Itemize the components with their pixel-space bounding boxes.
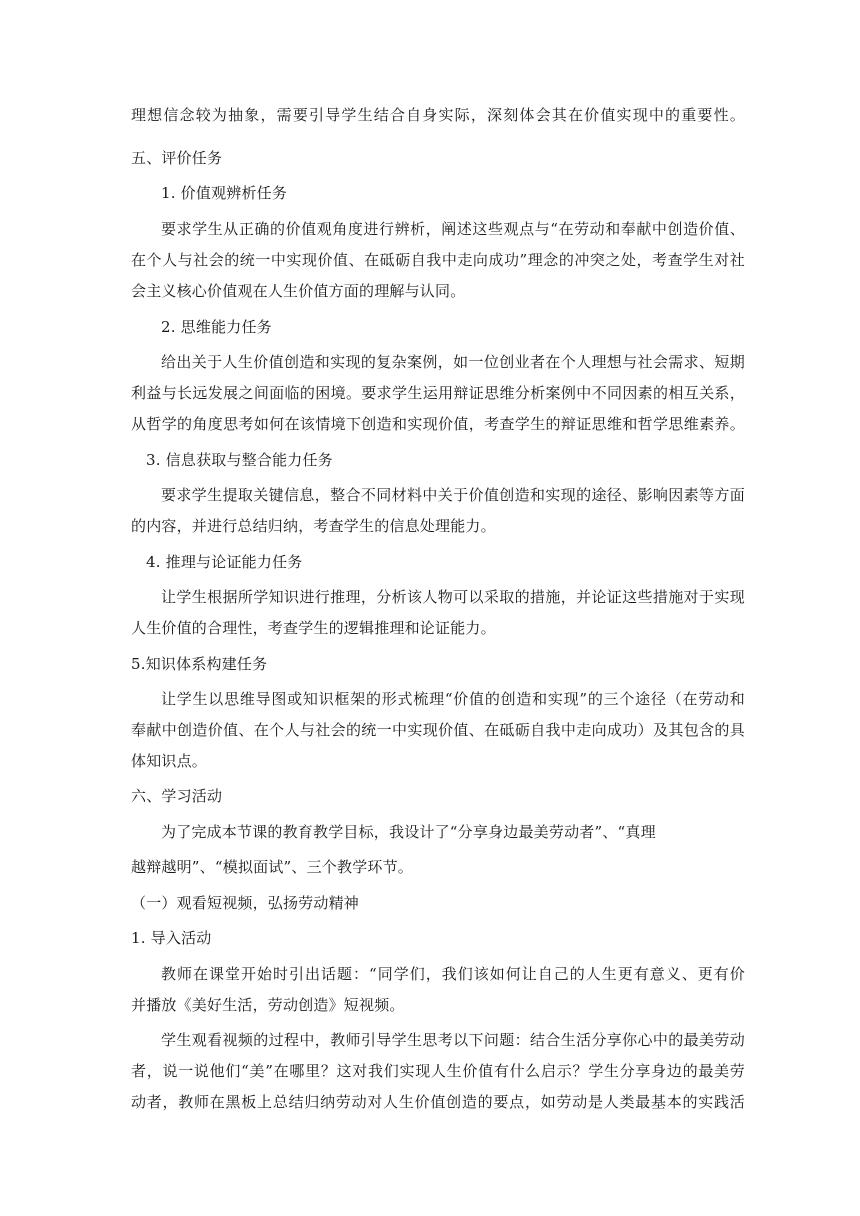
subsection-heading: 2. 思维能力任务 xyxy=(161,318,272,336)
section-heading: 六、学习活动 xyxy=(131,787,223,805)
subsection-heading: （一）观看短视频，弘扬劳动精神 xyxy=(131,894,360,912)
paragraph-line: 让学生根据所学知识进行推理，分析该人物可以采取的措施，并论证这些措施对于实现 xyxy=(161,588,745,606)
paragraph-line: 体知识点。 xyxy=(131,752,208,770)
subsection-heading: 4. 推理与论证能力任务 xyxy=(146,553,303,571)
paragraph-line: 利益与长远发展之间面临的困境。要求学生运用辩证思维分析案例中不同因素的相互关系， xyxy=(131,384,745,402)
paragraph-line: 并播放《美好生活，劳动创造》短视频。 xyxy=(131,996,405,1014)
paragraph-line: 的内容，并进行总结归纳，考查学生的信息处理能力。 xyxy=(131,517,496,535)
paragraph-line: 奉献中创造价值、在个人与社会的统一中实现价值、在砥砺自我中走向成功）及其包含的具 xyxy=(131,721,745,739)
paragraph-line: 教师在课堂开始时引出话题：“同学们，我们该如何让自己的人生更有意义、更有价 xyxy=(161,965,745,983)
subsection-heading: 1. 价值观辨析任务 xyxy=(161,184,288,202)
paragraph-line: 学生观看视频的过程中，教师引导学生思考以下问题：结合生活分享你心中的最美劳动 xyxy=(161,1031,745,1049)
paragraph-line: 为了完成本节课的教育教学目标，我设计了“分享身边最美劳动者”、“真理 xyxy=(161,823,656,841)
paragraph-line: 在个人与社会的统一中实现价值、在砥砺自我中走向成功”理念的冲突之处，考查学生对社 xyxy=(131,251,745,269)
subsection-heading: 1. 导入活动 xyxy=(131,929,212,947)
paragraph-line: 要求学生提取关键信息，整合不同材料中关于价值创造和实现的途径、影响因素等方面 xyxy=(161,486,745,504)
paragraph-line: 理想信念较为抽象，需要引导学生结合自身实际，深刻体会其在价值实现中的重要性。 xyxy=(131,106,745,124)
paragraph-line: 会主义核心价值观在人生价值方面的理解与认同。 xyxy=(131,282,466,300)
paragraph-line: 人生价值的合理性，考查学生的逻辑推理和论证能力。 xyxy=(131,619,496,637)
paragraph-line: 动者，教师在黑板上总结归纳劳动对人生价值创造的要点，如劳动是人类最基本的实践活 xyxy=(131,1093,745,1111)
paragraph-line: 者，说一说他们“美”在哪里？这对我们实现人生价值有什么启示？学生分享身边的最美劳 xyxy=(131,1062,745,1080)
paragraph-line: 让学生以思维导图或知识框架的形式梳理“价值的创造和实现”的三个途径（在劳动和 xyxy=(161,690,745,708)
paragraph-line: 越辩越明”、“模拟面试”、三个教学环节。 xyxy=(131,858,414,876)
paragraph-line: 从哲学的角度思考如何在该情境下创造和实现价值，考查学生的辩证思维和哲学思维素养。 xyxy=(131,415,745,433)
paragraph-line: 要求学生从正确的价值观角度进行辨析，阐述这些观点与“在劳动和奉献中创造价值、 xyxy=(161,220,745,238)
section-heading: 五、评价任务 xyxy=(131,149,223,167)
paragraph-line: 给出关于人生价值创造和实现的复杂案例，如一位创业者在个人理想与社会需求、短期 xyxy=(161,353,745,371)
subsection-heading: 3. 信息获取与整合能力任务 xyxy=(146,451,333,469)
subsection-heading: 5.知识体系构建任务 xyxy=(131,655,268,673)
